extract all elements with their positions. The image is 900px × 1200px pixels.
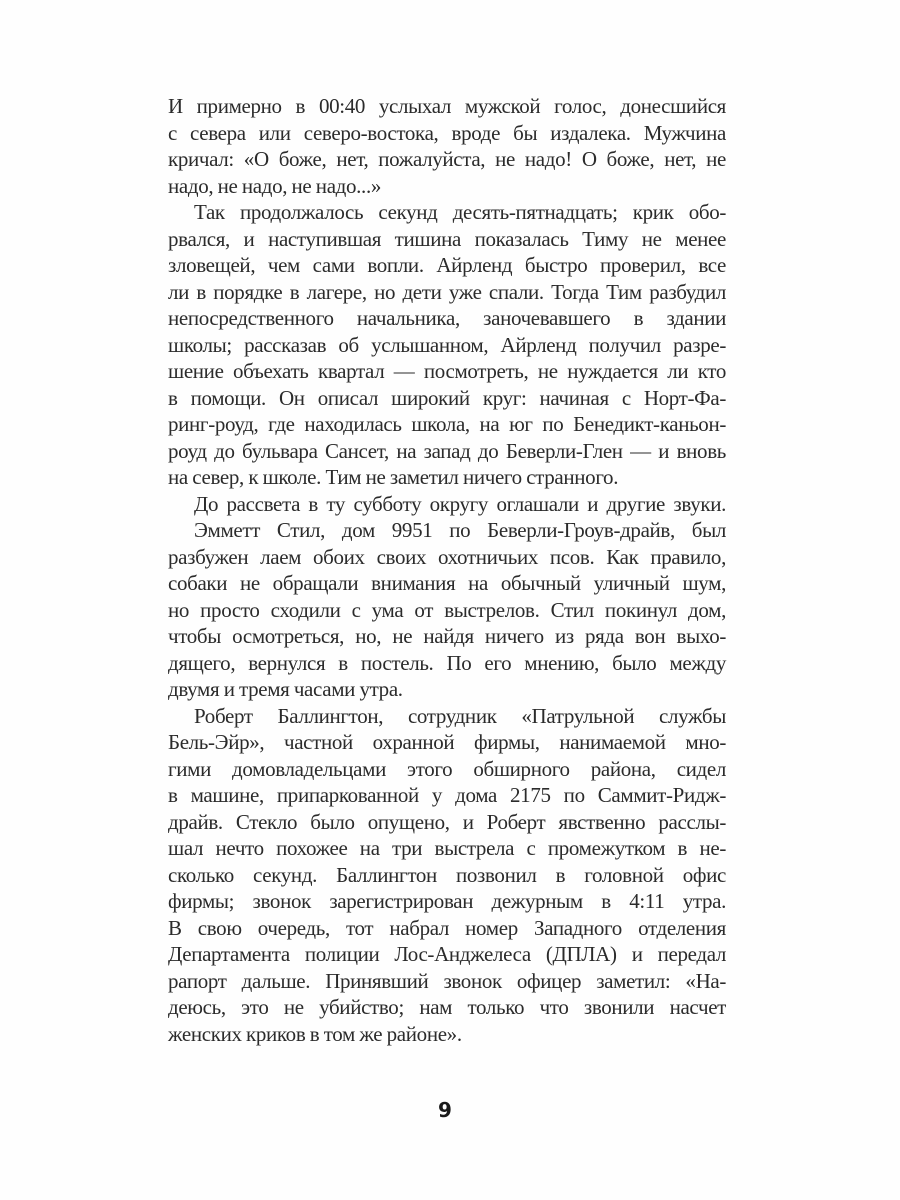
text-line: школы; рассказав об услышанном, Айрленд получил разре-: [168, 332, 726, 357]
text-line: ли в порядке в лагере, но дети уже спали. Тогда Тим разбудил: [168, 279, 726, 304]
text-line: но просто сходили с ума от выстрелов. Стил покинул дом,: [168, 597, 726, 622]
paragraph: [168, 93, 726, 199]
text-line: сколько секунд. Баллингтон позвонил в головной офис: [168, 862, 726, 887]
text-line: двумя и тремя часами утра.: [168, 677, 403, 701]
text-line: Департамента полиции Лос-Анджелеса (ДПЛА) и передал: [168, 942, 726, 966]
text-line: женских криков в том же районе».: [168, 1021, 462, 1046]
text-line: Эмметт Стил, дом 9951 по Беверли-Гроув-драйв, был: [194, 518, 726, 542]
text-line: чтобы осмотреться, но, не найдя ничего из ряда вон выхо-: [168, 624, 726, 648]
text-line: в помощи. Он описал широкий круг: начиная с Норт-Фа-: [168, 385, 726, 410]
paragraph: [168, 491, 726, 518]
text-line: шал нечто похожее на три выстрела с промежутком в не-: [168, 836, 726, 860]
text-line: непосредственного начальника, заночевавшего в здании: [168, 306, 726, 330]
text-line: собаки не обращали внимания на обычный уличный шум,: [168, 571, 726, 595]
text-line: деюсь, это не убийство; нам только что звонили насчет: [168, 995, 726, 1019]
text-line: роуд до бульвара Сансет, на запад до Беверли-Глен — и вновь: [168, 438, 726, 463]
text-line: зловещей, чем сами вопли. Айрленд быстро проверил, все: [168, 253, 726, 277]
text-line: ринг-роуд, где находилась школа, на юг по Бенедикт-каньон-: [168, 412, 726, 436]
text-line: дящего, вернулся в постель. По его мнению, было между: [168, 650, 726, 675]
text-line: Бель-Эйр», частной охранной фирмы, нанимаемой мно-: [168, 730, 726, 754]
text-line: До рассвета в ту субботу округу оглашали и другие звуки.: [194, 491, 726, 516]
paragraph: [168, 199, 726, 491]
text-line: шение объехать квартал — посмотреть, не нуждается ли кто: [168, 359, 726, 383]
text-line: кричал: «О боже, нет, пожалуйста, не надо! О боже, нет, не: [168, 147, 726, 171]
page-number: 9: [438, 1098, 452, 1122]
body-text: [168, 93, 726, 1047]
text-line: разбужен лаем обоих своих охотничьих псов. Как правило,: [168, 544, 726, 569]
text-line: рвался, и наступившая тишина показалась Тиму не менее: [168, 226, 726, 251]
text-line: на север, к школе. Тим не заметил ничего странного.: [168, 465, 619, 489]
text-line: гими домовладельцами этого обширного района, сидел: [168, 756, 726, 781]
text-line: фирмы; звонок зарегистрирован дежурным в 4:11 утра.: [168, 889, 726, 913]
text-line: с севера или северо-востока, вроде бы издалека. Мужчина: [168, 120, 726, 145]
text-line: Так продолжалось секунд десять-пятнадцать; крик обо-: [194, 200, 726, 224]
text-line: И примерно в 00:40 услыхал мужской голос, донесшийся: [168, 94, 726, 118]
text-line: в машине, припаркованной у дома 2175 по Саммит-Ридж-: [168, 783, 726, 807]
text-line: драйв. Стекло было опущено, и Роберт явственно расслы-: [168, 809, 726, 834]
text-line: рапорт дальше. Принявший звонок офицер заметил: «На-: [168, 968, 726, 993]
text-line: В свою очередь, тот набрал номер Западного отделения: [168, 915, 726, 940]
paragraph: [168, 703, 726, 1048]
text-line: Роберт Баллингтон, сотрудник «Патрульной службы: [194, 703, 726, 728]
text-line: надо, не надо, не надо...»: [168, 173, 381, 198]
paragraph: [168, 517, 726, 703]
